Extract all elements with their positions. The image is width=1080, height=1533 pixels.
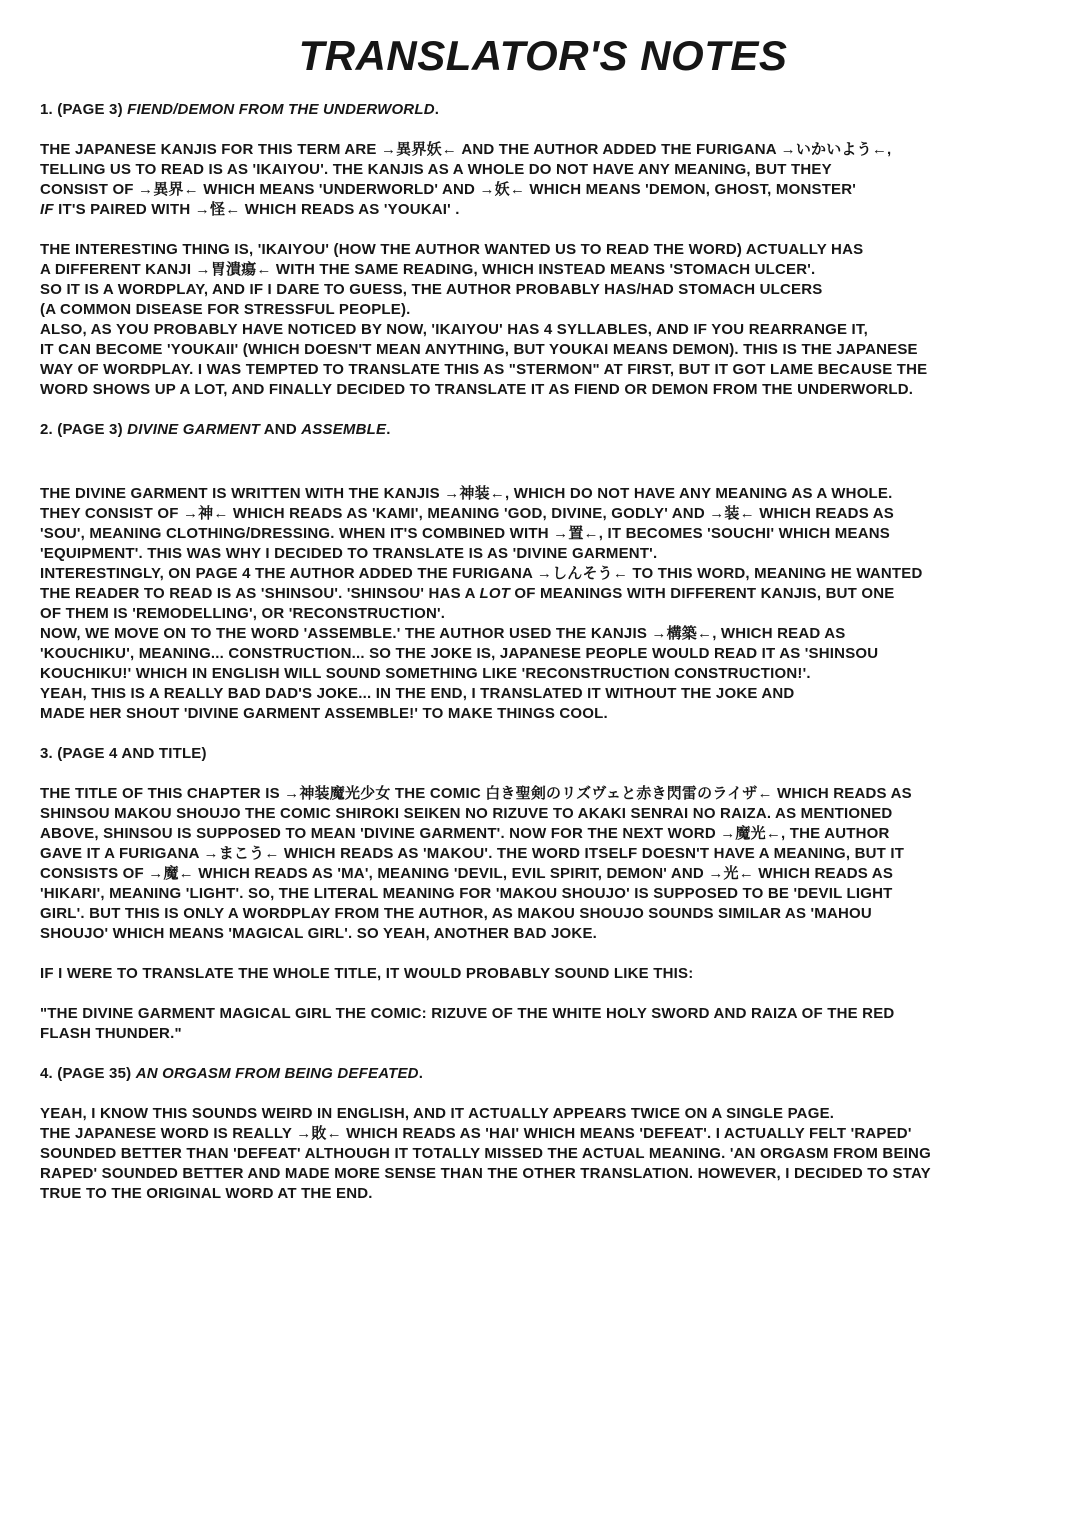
text-segment: MADE HER SHOUT 'DIVINE GARMENT ASSEMBLE!' TO MAKE THINGS COOL. xyxy=(40,705,608,722)
text-line xyxy=(40,320,1046,340)
text-segment: 'KOUCHIKU', MEANING... CONSTRUCTION... SO THE JOKE IS, JAPANESE PEOPLE WOULD READ IT AS 'SHINSOU xyxy=(40,645,879,662)
text-line xyxy=(40,200,1046,220)
text-segment: INTERESTINGLY, ON PAGE 4 THE AUTHOR ADDED THE FURIGANA →しんそう← TO THIS WORD, MEANING HE WANTED xyxy=(40,565,923,582)
text-segment: GIRL'. BUT THIS IS ONLY A WORDPLAY FROM THE AUTHOR, AS MAKOU SHOUJO SOUNDS SIMILAR AS 'MAHOU xyxy=(40,905,872,922)
text-segment: FLASH THUNDER." xyxy=(40,1025,182,1042)
text-line xyxy=(40,664,1046,684)
text-line xyxy=(40,360,1046,380)
text-segment: AND xyxy=(259,421,302,438)
text-segment: SO IT IS A WORDPLAY, AND IF I DARE TO GUESS, THE AUTHOR PROBABLY HAS/HAD STOMACH ULCERS xyxy=(40,281,823,298)
text-line xyxy=(40,260,1046,280)
section-heading xyxy=(40,420,1046,440)
paragraph xyxy=(40,1004,1046,1044)
text-segment: THE JAPANESE WORD IS REALLY →敗← WHICH READS AS 'HAI' WHICH MEANS 'DEFEAT'. I ACTUALLY FELT 'RAPED' xyxy=(40,1125,912,1142)
text-segment: WAY OF WORDPLAY. I WAS TEMPTED TO TRANSLATE THIS AS "STERMON" AT FIRST, BUT IT GOT LAME BECAUSE THE xyxy=(40,361,928,378)
text-segment: THEY CONSIST OF →神← WHICH READS AS 'KAMI', MEANING 'GOD, DIVINE, GODLY' AND →装← WHICH READS AS xyxy=(40,505,894,522)
text-line xyxy=(40,644,1046,664)
page-title: TRANSLATOR'S NOTES xyxy=(298,32,788,79)
text-segment: 'EQUIPMENT'. THIS WAS WHY I DECIDED TO TRANSLATE IS AS 'DIVINE GARMENT'. xyxy=(40,545,658,562)
text-segment: (A COMMON DISEASE FOR STRESSFUL PEOPLE). xyxy=(40,301,411,318)
text-segment: ABOVE, SHINSOU IS SUPPOSED TO MEAN 'DIVINE GARMENT'. NOW FOR THE NEXT WORD →魔光←, THE AUTHOR xyxy=(40,825,890,842)
text-line xyxy=(40,160,1046,180)
text-line xyxy=(40,964,1046,984)
text-segment: . xyxy=(386,421,391,438)
emphasized-text: IF xyxy=(40,201,54,218)
text-segment: 'HIKARI', MEANING 'LIGHT'. SO, THE LITERAL MEANING FOR 'MAKOU SHOUJO' IS SUPPOSED TO BE 'DEVIL LIGHT xyxy=(40,885,893,902)
emphasized-text: FIEND/DEMON FROM THE UNDERWORLD xyxy=(127,101,435,118)
text-segment: OF THEM IS 'REMODELLING', OR 'RECONSTRUCTION'. xyxy=(40,605,446,622)
text-line xyxy=(40,564,1046,584)
text-line xyxy=(40,180,1046,200)
text-segment: THE INTERESTING THING IS, 'IKAIYOU' (HOW THE AUTHOR WANTED US TO READ THE WORD) ACTUALLY HAS xyxy=(40,241,864,258)
notes-body xyxy=(40,100,1046,1204)
text-segment: IT CAN BECOME 'YOUKAII' (WHICH DOESN'T MEAN ANYTHING, BUT YOUKAI MEANS DEMON). THIS IS THE JAPANESE xyxy=(40,341,918,358)
text-line xyxy=(40,380,1046,400)
text-segment: SHOUJO' WHICH MEANS 'MAGICAL GIRL'. SO YEAH, ANOTHER BAD JOKE. xyxy=(40,925,598,942)
text-segment: 'SOU', MEANING CLOTHING/DRESSING. WHEN IT'S COMBINED WITH →置←, IT BECOMES 'SOUCHI' WHICH MEANS xyxy=(40,525,890,542)
paragraph xyxy=(40,784,1046,944)
text-line xyxy=(40,280,1046,300)
paragraph xyxy=(40,964,1046,984)
paragraph xyxy=(40,140,1046,220)
text-line xyxy=(40,1104,1046,1124)
text-line xyxy=(40,484,1046,504)
section-heading xyxy=(40,1064,1046,1084)
text-line xyxy=(40,804,1046,824)
text-segment: . xyxy=(434,101,440,118)
text-line xyxy=(40,1144,1046,1164)
text-segment: TRUE TO THE ORIGINAL WORD AT THE END. xyxy=(40,1185,373,1202)
text-line xyxy=(40,864,1046,884)
text-line xyxy=(40,300,1046,320)
text-line xyxy=(40,1164,1046,1184)
text-line xyxy=(40,1024,1046,1044)
text-segment: 1. (PAGE 3) xyxy=(40,101,128,118)
text-segment: THE JAPANESE KANJIS FOR THIS TERM ARE →異界妖← AND THE AUTHOR ADDED THE FURIGANA →いかいよう←, xyxy=(40,141,892,158)
text-segment: NOW, WE MOVE ON TO THE WORD 'ASSEMBLE.' THE AUTHOR USED THE KANJIS →構築←, WHICH READ AS xyxy=(40,625,846,642)
text-line xyxy=(40,1184,1046,1204)
text-segment: 4. (PAGE 35) xyxy=(40,1065,136,1082)
text-line xyxy=(40,824,1046,844)
text-segment: . xyxy=(418,1065,424,1082)
text-segment: WORD SHOWS UP A LOT, AND FINALLY DECIDED TO TRANSLATE IT AS FIEND OR DEMON FROM THE UNDERWORLD. xyxy=(40,381,914,398)
text-line xyxy=(40,1124,1046,1144)
text-segment: OF MEANINGS WITH DIFFERENT KANJIS, BUT ONE xyxy=(510,585,895,602)
text-line xyxy=(40,784,1046,804)
text-segment: CONSISTS OF →魔← WHICH READS AS 'MA', MEANING 'DEVIL, EVIL SPIRIT, DEMON' AND →光← WHICH READS AS xyxy=(40,865,894,882)
text-segment: A DIFFERENT KANJI →胃潰瘍← WITH THE SAME READING, WHICH INSTEAD MEANS 'STOMACH ULCER'. xyxy=(40,261,816,278)
text-segment: THE TITLE OF THIS CHAPTER IS →神装魔光少女 THE COMIC 白き聖剣のリズヴェと赤き閃雷のライザ← WHICH READS AS xyxy=(40,785,912,802)
note-section xyxy=(40,744,1046,1044)
text-segment: GAVE IT A FURIGANA →まこう← WHICH READS AS 'MAKOU'. THE WORD ITSELF DOESN'T HAVE A MEANING, BUT IT xyxy=(40,845,905,862)
text-line xyxy=(40,524,1046,544)
text-segment: THE READER TO READ IS AS 'SHINSOU'. 'SHINSOU' HAS A xyxy=(40,585,480,602)
emphasized-text: DIVINE GARMENT xyxy=(127,421,260,438)
text-segment: TELLING US TO READ IS AS 'IKAIYOU'. THE KANJIS AS A WHOLE DO NOT HAVE ANY MEANING, BUT THEY xyxy=(40,161,832,178)
text-line xyxy=(40,240,1046,260)
emphasized-text: AN ORGASM FROM BEING DEFEATED xyxy=(135,1065,419,1082)
emphasized-text: LOT xyxy=(479,585,511,602)
text-segment: YEAH, THIS IS A REALLY BAD DAD'S JOKE... IN THE END, I TRANSLATED IT WITHOUT THE JOKE AND xyxy=(40,685,795,702)
text-segment: IF I WERE TO TRANSLATE THE WHOLE TITLE, IT WOULD PROBABLY SOUND LIKE THIS: xyxy=(40,965,694,982)
section-heading xyxy=(40,744,1046,764)
text-line xyxy=(40,604,1046,624)
text-line xyxy=(40,924,1046,944)
text-line xyxy=(40,340,1046,360)
text-line xyxy=(40,704,1046,724)
text-line xyxy=(40,504,1046,524)
text-segment: ALSO, AS YOU PROBABLY HAVE NOTICED BY NOW, 'IKAIYOU' HAS 4 SYLLABLES, AND IF YOU REARRANGE IT, xyxy=(40,321,868,338)
text-line xyxy=(40,624,1046,644)
emphasized-text: ASSEMBLE xyxy=(301,421,387,438)
text-segment: KOUCHIKU!' WHICH IN ENGLISH WILL SOUND SOMETHING LIKE 'RECONSTRUCTION CONSTRUCTION!'. xyxy=(40,665,811,682)
note-section xyxy=(40,420,1046,724)
text-line xyxy=(40,1004,1046,1024)
text-segment: IT'S PAIRED WITH →怪← WHICH READS AS 'YOUKAI' . xyxy=(53,201,460,218)
text-line xyxy=(40,140,1046,160)
text-line xyxy=(40,584,1046,604)
text-segment: 3. (PAGE 4 AND TITLE) xyxy=(40,745,207,762)
paragraph xyxy=(40,240,1046,400)
note-section xyxy=(40,1064,1046,1204)
text-segment: SHINSOU MAKOU SHOUJO THE COMIC SHIROKI SEIKEN NO RIZUVE TO AKAKI SENRAI NO RAIZA. AS MENTIONED xyxy=(40,805,893,822)
paragraph xyxy=(40,484,1046,724)
text-segment: RAPED' SOUNDED BETTER AND MADE MORE SENSE THAN THE OTHER TRANSLATION. HOWEVER, I DECIDED TO STAY xyxy=(40,1165,931,1182)
text-line xyxy=(40,904,1046,924)
text-segment: SOUNDED BETTER THAN 'DEFEAT' ALTHOUGH IT TOTALLY MISSED THE ACTUAL MEANING. 'AN ORGASM FROM BEING xyxy=(40,1145,931,1162)
paragraph xyxy=(40,1104,1046,1204)
text-segment: CONSIST OF →異界← WHICH MEANS 'UNDERWORLD' AND →妖← WHICH MEANS 'DEMON, GHOST, MONSTER' xyxy=(40,181,857,198)
note-section xyxy=(40,100,1046,400)
text-line xyxy=(40,684,1046,704)
text-line xyxy=(40,844,1046,864)
text-line xyxy=(40,544,1046,564)
text-segment: "THE DIVINE GARMENT MAGICAL GIRL THE COMIC: RIZUVE OF THE WHITE HOLY SWORD AND RAIZA OF THE RED xyxy=(40,1005,895,1022)
text-segment: THE DIVINE GARMENT IS WRITTEN WITH THE KANJIS →神装←, WHICH DO NOT HAVE ANY MEANING AS A WHOLE. xyxy=(40,485,893,502)
text-segment: 2. (PAGE 3) xyxy=(40,421,128,438)
text-line xyxy=(40,884,1046,904)
text-segment: YEAH, I KNOW THIS SOUNDS WEIRD IN ENGLISH, AND IT ACTUALLY APPEARS TWICE ON A SINGLE PAGE. xyxy=(40,1105,835,1122)
section-heading xyxy=(40,100,1046,120)
